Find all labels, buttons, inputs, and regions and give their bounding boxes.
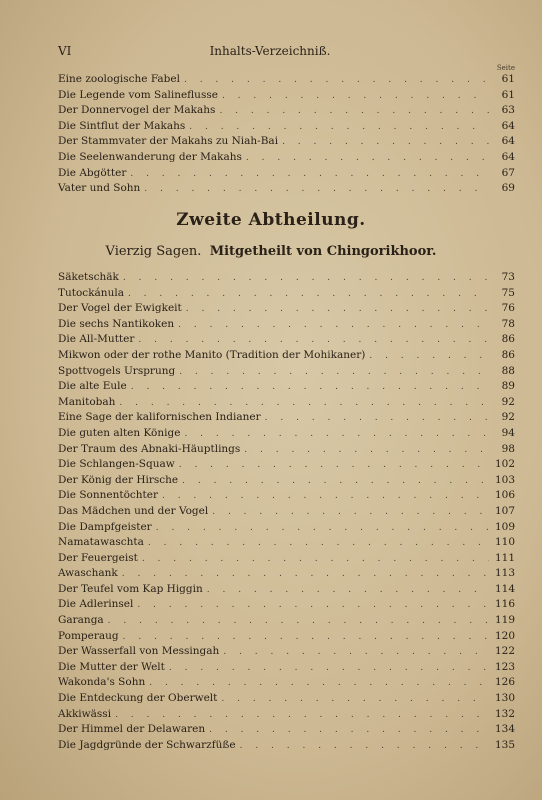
- toc-entry-page: 61: [501, 73, 515, 85]
- toc-entry-page: 86: [501, 333, 515, 346]
- toc-entry-page: 120: [494, 629, 515, 642]
- toc-entry-page: 114: [494, 582, 515, 595]
- leader-dots: [156, 521, 489, 537]
- toc-entry: [58, 286, 515, 302]
- toc-entry-title: Die Sonnentöchter: [58, 489, 158, 502]
- leader-dots: [123, 630, 489, 646]
- toc-entry-title: Der Himmel der Delawaren: [58, 723, 206, 736]
- toc-entry-page: 98: [501, 442, 515, 455]
- toc-entry-page: 89: [501, 380, 515, 393]
- toc-entry: [58, 270, 515, 286]
- leader-dots: [189, 120, 489, 136]
- toc-entry: [58, 535, 515, 551]
- toc-entry: [58, 442, 515, 458]
- toc-entry: [58, 364, 515, 380]
- toc-entry-page: 76: [501, 302, 515, 315]
- toc-list-part1: [58, 72, 515, 197]
- toc-entry-page: 130: [494, 692, 515, 705]
- toc-entry-title: Eine zoologische Fabel: [58, 73, 180, 85]
- toc-entry-page: 61: [501, 88, 515, 101]
- toc-entry: [58, 504, 515, 520]
- leader-dots: [184, 427, 489, 443]
- leader-dots: [144, 182, 489, 198]
- toc-entry-title: Akkiwässi: [58, 707, 112, 720]
- toc-entry-title: Eine Sage der kalifornischen Indianer: [58, 411, 261, 424]
- toc-entry: [58, 691, 515, 707]
- toc-entry-title: Der Feuergeist: [58, 551, 138, 564]
- toc-entry-page: 64: [501, 119, 515, 132]
- toc-entry: [58, 88, 515, 104]
- toc-entry-page: 132: [494, 707, 515, 720]
- toc-entry: [58, 629, 515, 645]
- leader-dots: [212, 505, 489, 521]
- toc-entry: [58, 103, 515, 119]
- leader-dots: [369, 349, 489, 365]
- toc-entry-page: 134: [494, 723, 515, 736]
- toc-entry-page: 107: [494, 504, 515, 517]
- toc-entry-title: Namatawaschta: [58, 536, 144, 549]
- toc-entry: [58, 395, 515, 411]
- toc-entry-page: 64: [501, 150, 515, 163]
- leader-dots: [221, 692, 489, 708]
- toc-entry-title: Die guten alten Könige: [58, 426, 181, 439]
- page-number: VI: [58, 44, 72, 58]
- section-heading: Zweite Abtheilung.: [176, 210, 366, 230]
- toc-entry-title: Der Wasserfall von Messingah: [58, 645, 220, 658]
- toc-entry: [58, 613, 515, 629]
- toc-entry: [58, 722, 515, 738]
- toc-entry-title: Der Stammvater der Makahs zu Niah-Bai: [58, 135, 279, 148]
- toc-entry-title: Die Abgötter: [58, 166, 127, 179]
- toc-entry: [58, 488, 515, 504]
- toc-entry: [58, 332, 515, 348]
- toc-entry-page: 94: [501, 426, 515, 439]
- toc-entry-title: Die Adlerinsel: [58, 598, 134, 611]
- toc-entry-title: Die Dampfgeister: [58, 520, 152, 533]
- toc-entry-page: 88: [501, 364, 515, 377]
- toc-entry: [58, 72, 515, 88]
- leader-dots: [207, 583, 489, 599]
- toc-entry: [58, 738, 515, 754]
- toc-entry-page: 78: [501, 317, 515, 330]
- toc-entry-page: 103: [494, 473, 515, 486]
- leader-dots: [115, 708, 489, 724]
- leader-dots: [244, 443, 489, 459]
- page-header: [58, 44, 512, 64]
- toc-entry-title: Der Donnervogel der Makahs: [58, 104, 216, 117]
- toc-entry-page: 113: [494, 567, 515, 580]
- leader-dots: [149, 676, 489, 692]
- toc-entry-page: 109: [494, 520, 515, 533]
- leader-dots: [179, 365, 489, 381]
- toc-entry-title: Wakonda's Sohn: [58, 676, 146, 689]
- leader-dots: [186, 302, 489, 318]
- toc-entry-page: 106: [494, 489, 515, 502]
- section-subheading: [0, 244, 542, 259]
- leader-dots: [223, 645, 489, 661]
- toc-entry-page: 111: [494, 551, 515, 564]
- leader-dots: [209, 723, 489, 739]
- toc-entry: [58, 301, 515, 317]
- section-subtitle-b: Mitgetheilt von Chingorikhoor.: [209, 244, 437, 259]
- leader-dots: [282, 135, 489, 151]
- toc-entry-page: 67: [501, 166, 515, 179]
- leader-dots: [246, 151, 489, 167]
- toc-entry-title: Die Jagdgründe der Schwarzfüße: [58, 738, 236, 751]
- toc-entry-title: Die Mutter der Welt: [58, 660, 165, 673]
- toc-entry-title: Tutockánula: [58, 286, 124, 299]
- leader-dots: [265, 411, 489, 427]
- leader-dots: [148, 536, 489, 552]
- toc-entry: [58, 675, 515, 691]
- toc-entry-title: Mikwon oder der rothe Manito (Tradition der Mohikaner): [58, 348, 366, 361]
- leader-dots: [128, 287, 489, 303]
- toc-entry: [58, 119, 515, 135]
- toc-entry: [58, 134, 515, 150]
- leader-dots: [162, 489, 489, 505]
- toc-entry: [58, 597, 515, 613]
- toc-entry-title: Die Entdeckung der Oberwelt: [58, 692, 218, 705]
- leader-dots: [182, 474, 489, 490]
- toc-entry-page: 116: [494, 598, 515, 611]
- leader-dots: [219, 104, 489, 120]
- toc-entry-title: Pomperaug: [58, 629, 119, 642]
- toc-entry-title: Der Vogel der Ewigkeit: [58, 302, 182, 315]
- toc-entry: [58, 707, 515, 723]
- toc-entry-title: Die Legende vom Salineflusse: [58, 88, 218, 101]
- page-column-label: Seite: [496, 64, 515, 72]
- leader-dots: [138, 333, 489, 349]
- toc-entry-page: 63: [501, 104, 515, 117]
- toc-entry-page: 75: [501, 286, 515, 299]
- toc-entry-title: Der König der Hirsche: [58, 473, 179, 486]
- toc-entry: [58, 582, 515, 598]
- toc-entry-page: 102: [494, 458, 515, 471]
- leader-dots: [123, 271, 489, 287]
- toc-entry-title: Die Schlangen-Squaw: [58, 458, 175, 471]
- toc-entry-page: 92: [501, 411, 515, 424]
- leader-dots: [137, 598, 489, 614]
- toc-entry: [58, 150, 515, 166]
- leader-dots: [184, 73, 489, 89]
- leader-dots: [178, 318, 489, 334]
- toc-entry: [58, 457, 515, 473]
- toc-entry: [58, 410, 515, 426]
- leader-dots: [142, 552, 489, 568]
- toc-entry-title: Säketschäk: [58, 271, 119, 283]
- leader-dots: [222, 89, 489, 105]
- toc-entry-title: Awaschank: [58, 567, 118, 580]
- toc-entry-title: Der Teufel vom Kap Higgin: [58, 582, 203, 595]
- leader-dots: [179, 458, 489, 474]
- leader-dots: [108, 614, 489, 630]
- toc-entry: [58, 473, 515, 489]
- toc-entry: [58, 348, 515, 364]
- leader-dots: [122, 567, 489, 583]
- toc-entry-title: Spottvogels Ursprung: [58, 364, 176, 377]
- page-title: Inhalts-Verzeichniß.: [209, 44, 331, 58]
- toc-entry-title: Die Seelenwanderung der Makahs: [58, 150, 242, 163]
- toc-entry-page: 122: [494, 645, 515, 658]
- toc-entry-page: 126: [494, 676, 515, 689]
- toc-entry-title: Vater und Sohn: [58, 182, 141, 195]
- toc-entry: [58, 181, 515, 197]
- leader-dots: [119, 396, 489, 412]
- section-subtitle-a: Vierzig Sagen.: [105, 244, 202, 259]
- toc-entry-page: 64: [501, 135, 515, 148]
- toc-entry-page: 69: [501, 182, 515, 195]
- toc-entry: [58, 379, 515, 395]
- toc-entry-title: Garanga: [58, 614, 104, 627]
- toc-list-part2: [58, 270, 515, 753]
- toc-entry: [58, 520, 515, 536]
- toc-entry-title: Das Mädchen und der Vogel: [58, 504, 209, 517]
- toc-entry-title: Die All-Mutter: [58, 333, 135, 346]
- toc-entry-title: Die sechs Nantikoken: [58, 317, 175, 330]
- toc-entry: [58, 566, 515, 582]
- toc-entry-title: Die Sintflut der Makahs: [58, 119, 186, 132]
- leader-dots: [169, 661, 489, 677]
- toc-entry-title: Die alte Eule: [58, 380, 127, 393]
- toc-entry-page: 92: [501, 395, 515, 408]
- toc-entry-title: Manitobah: [58, 395, 116, 408]
- toc-entry: [58, 317, 515, 333]
- toc-entry-title: Der Traum des Abnaki-Häuptlings: [58, 442, 241, 455]
- toc-entry: [58, 660, 515, 676]
- toc-entry-page: 110: [494, 536, 515, 549]
- toc-entry-page: 73: [501, 271, 515, 283]
- toc-entry-page: 135: [494, 738, 515, 751]
- toc-entry-page: 86: [501, 348, 515, 361]
- leader-dots: [131, 380, 489, 396]
- toc-entry: [58, 644, 515, 660]
- toc-entry: [58, 551, 515, 567]
- toc-entry-page: 119: [494, 614, 515, 627]
- toc-entry: [58, 166, 515, 182]
- toc-entry-page: 123: [494, 660, 515, 673]
- leader-dots: [240, 739, 489, 755]
- toc-entry: [58, 426, 515, 442]
- leader-dots: [130, 167, 489, 183]
